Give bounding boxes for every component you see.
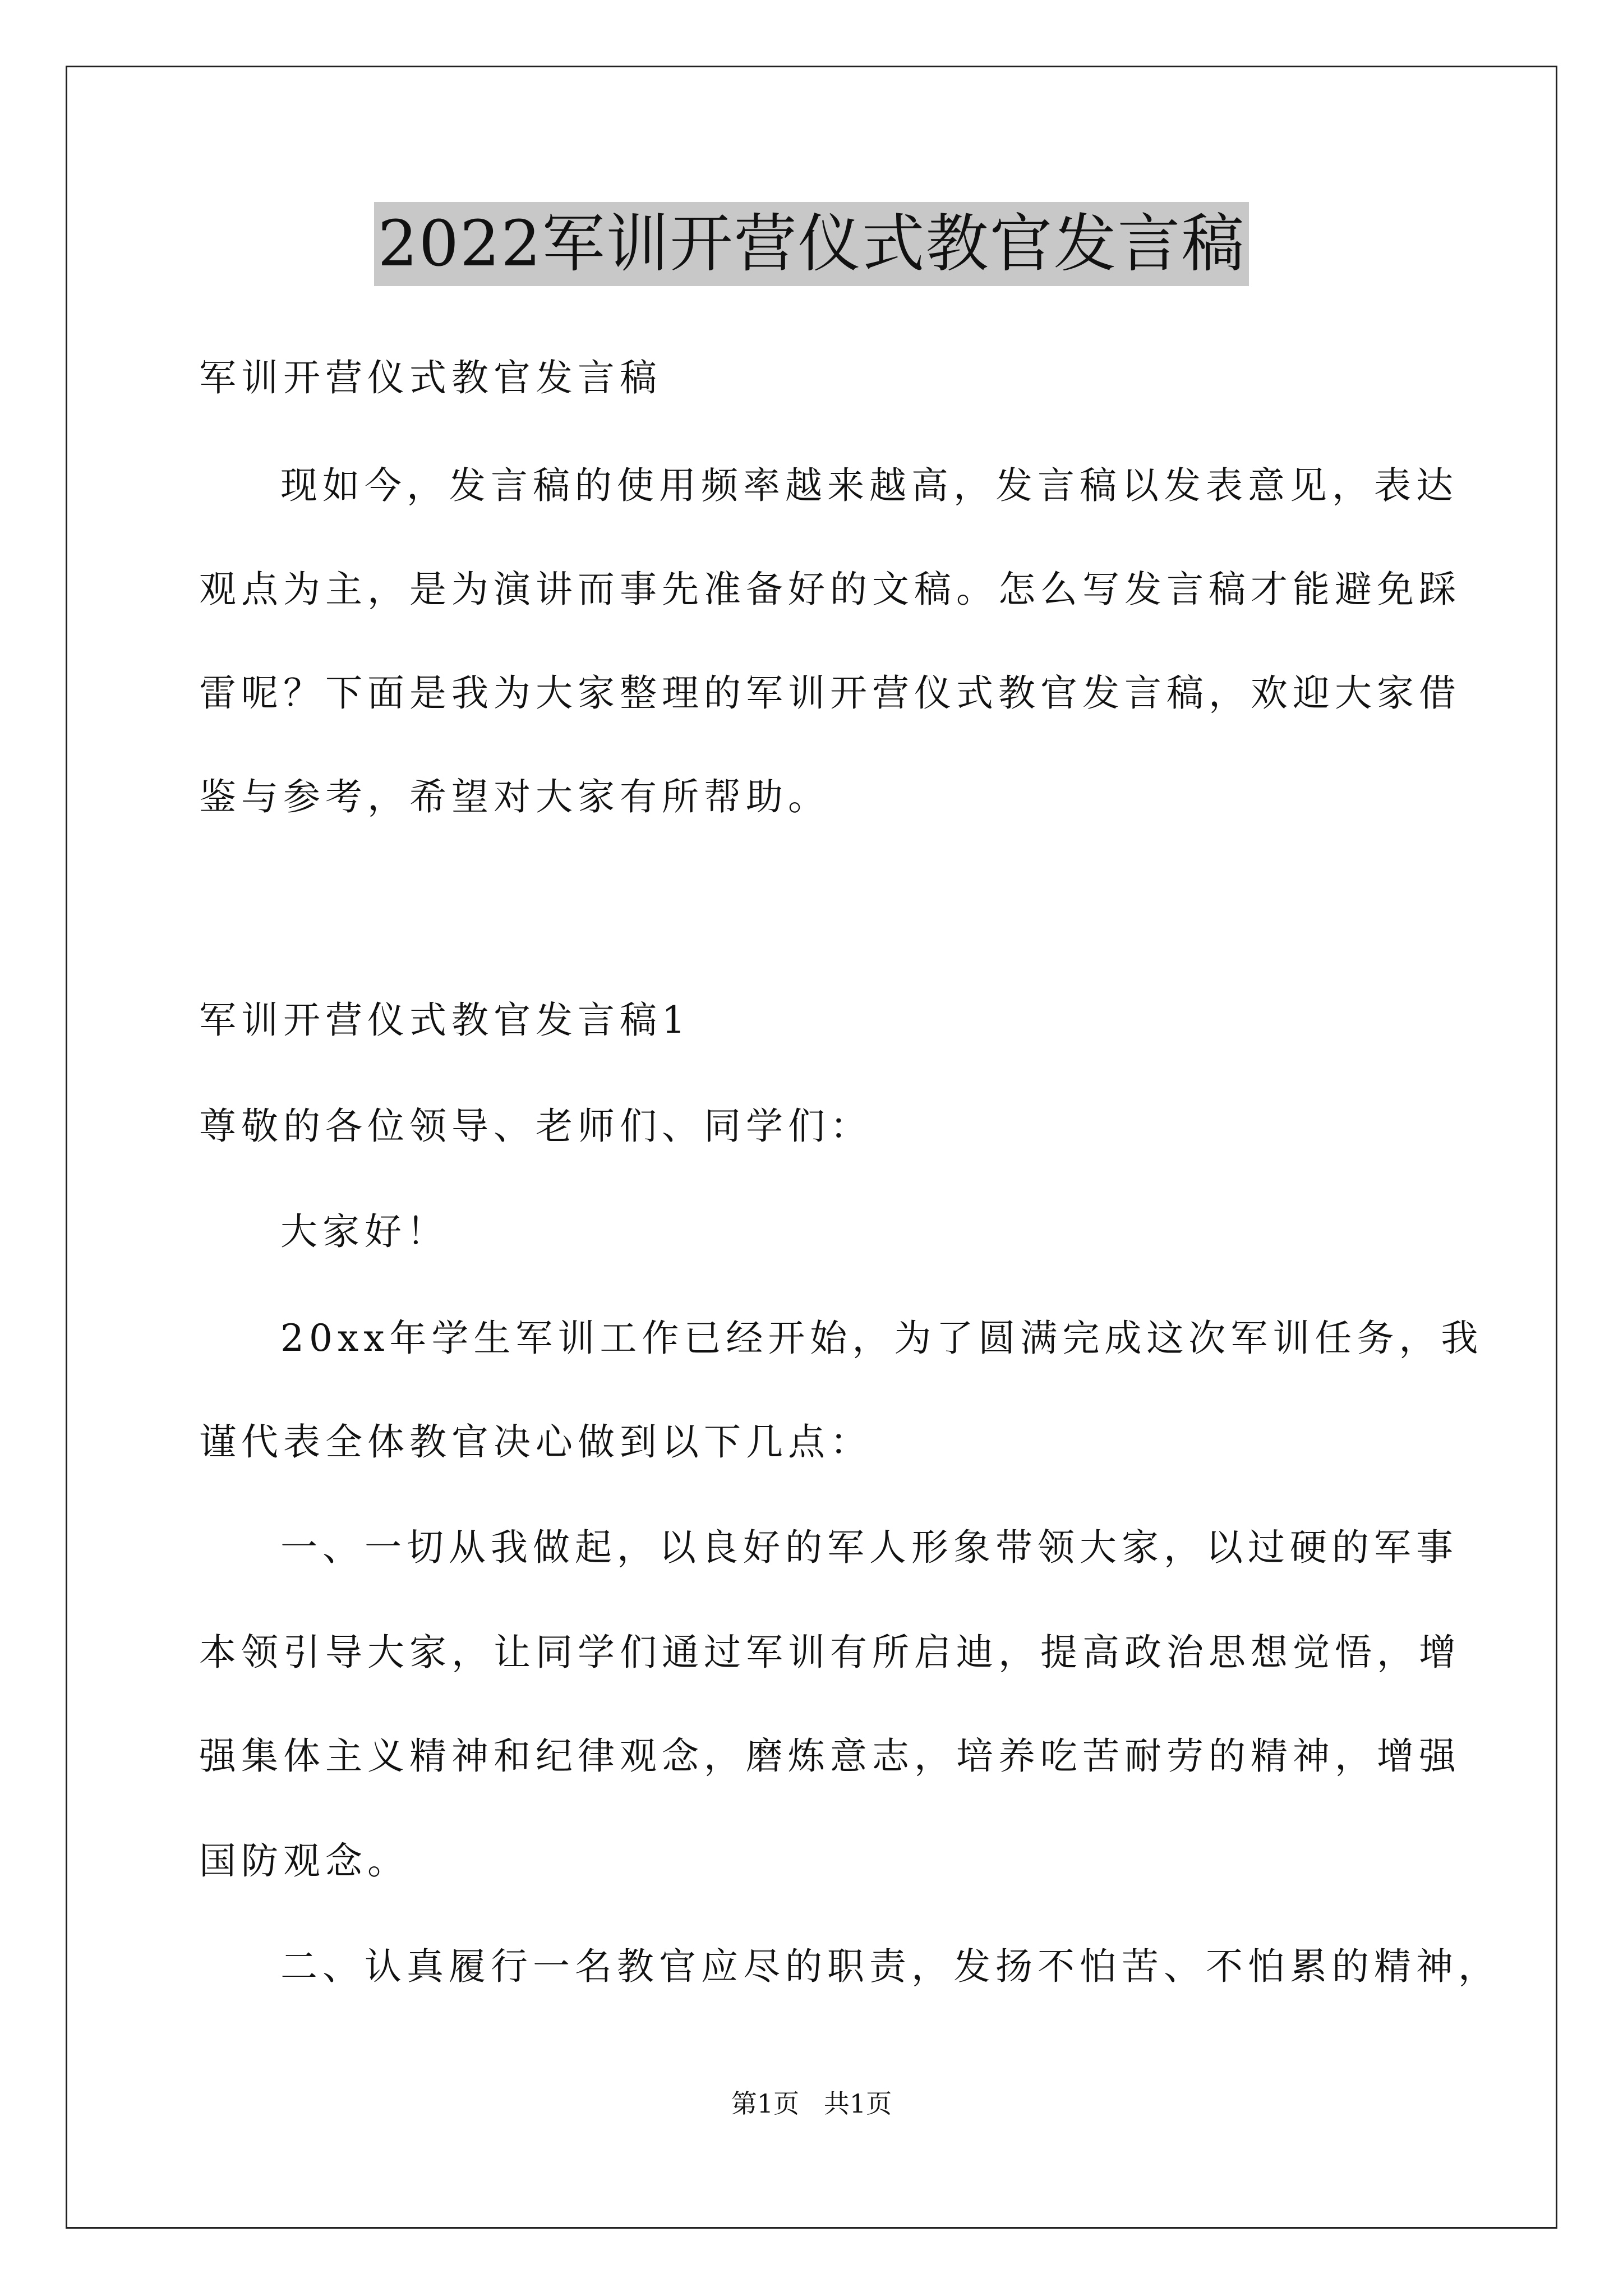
para1-line-2: 谨代表全体教官决心做到以下几点： (199, 1420, 872, 1464)
para2-line-4: 国防观念。 (199, 1839, 409, 1883)
document-subtitle: 军训开营仪式教官发言稿 (199, 356, 662, 399)
salutation: 尊敬的各位领导、老师们、同学们： (199, 1105, 872, 1148)
para1-line-1: 20xx年学生军训工作已经开始，为了圆满完成这次军训任务，我 (280, 1317, 1483, 1360)
para2-line-3: 强集体主义精神和纪律观念，磨炼意志，培养吃苦耐劳的精神，增强 (199, 1734, 1461, 1778)
intro-line-4: 鉴与参考，希望对大家有所帮助。 (199, 775, 830, 818)
intro-line-1: 现如今，发言稿的使用频率越来越高，发言稿以发表意见，表达 (280, 464, 1458, 507)
section-heading: 军训开营仪式教官发言稿1 (199, 999, 690, 1042)
para3-line-1: 二、认真履行一名教官应尽的职责，发扬不怕苦、不怕累的精神， (280, 1945, 1500, 1988)
para2-line-2: 本领引导大家，让同学们通过军训有所启迪，提高政治思想觉悟，增 (199, 1631, 1461, 1674)
intro-line-2: 观点为主，是为演讲而事先准备好的文稿。怎么写发言稿才能避免踩 (199, 568, 1461, 611)
para2-line-1: 一、一切从我做起，以良好的军人形象带领大家，以过硬的军事 (280, 1526, 1458, 1569)
page-footer: 第1页 共1页 (731, 2088, 892, 2119)
greeting: 大家好！ (280, 1210, 449, 1253)
intro-line-3: 雷呢？下面是我为大家整理的军训开营仪式教官发言稿，欢迎大家借 (199, 671, 1461, 715)
title-container (0, 202, 1623, 286)
document-title: 2022军训开营仪式教官发言稿 (374, 202, 1248, 286)
